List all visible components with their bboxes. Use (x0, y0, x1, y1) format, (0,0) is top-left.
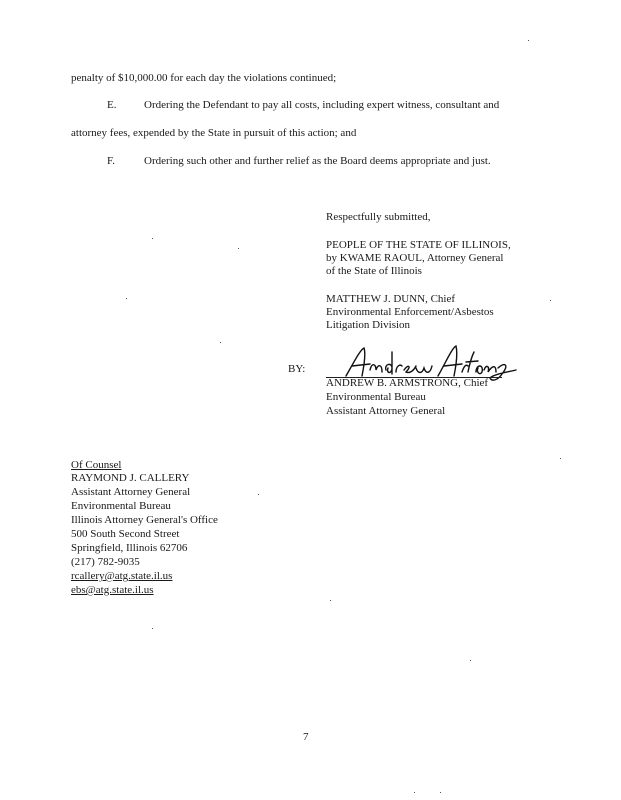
scan-speck (220, 342, 221, 343)
item-f-text: Ordering such other and further relief as the Board deems appropriate and just. (144, 155, 491, 167)
party-line: by KWAME RAOUL, Attorney General (326, 252, 504, 264)
page-number: 7 (303, 731, 309, 743)
item-f-label: F. (107, 155, 115, 167)
counsel-line: Springfield, Illinois 62706 (71, 542, 188, 554)
counsel-line: Environmental Bureau (71, 500, 171, 512)
item-e-text: Ordering the Defendant to pay all costs, including expert witness, consultant and (144, 99, 500, 111)
of-counsel-heading: Of Counsel (71, 459, 122, 471)
item-e-continuation: attorney fees, expended by the State in pursuit of this action; and (71, 127, 357, 139)
scan-speck (414, 792, 415, 793)
counsel-line: 500 South Second Street (71, 528, 180, 540)
scan-speck (528, 40, 529, 41)
counsel-line: RAYMOND J. CALLERY (71, 472, 190, 484)
scan-speck (258, 494, 259, 495)
signer-line: ANDREW B. ARMSTRONG, Chief (326, 377, 489, 389)
scan-speck (238, 248, 239, 249)
scan-speck (152, 238, 153, 239)
email-link[interactable]: rcallery@atg.state.il.us (71, 570, 173, 582)
chief-line: Litigation Division (326, 319, 411, 331)
counsel-line: Illinois Attorney General's Office (71, 514, 218, 526)
by-label: BY: (288, 363, 306, 375)
chief-line: MATTHEW J. DUNN, Chief (326, 293, 456, 305)
scan-speck (126, 298, 127, 299)
scan-speck (330, 600, 331, 601)
item-e-label: E. (107, 99, 117, 111)
chief-line: Environmental Enforcement/Asbestos (326, 306, 494, 318)
closing: Respectfully submitted, (326, 211, 431, 223)
counsel-line: Assistant Attorney General (71, 486, 191, 498)
scan-speck (560, 458, 561, 459)
scan-speck (152, 628, 153, 629)
scan-speck (550, 300, 551, 301)
party-line: of the State of Illinois (326, 265, 422, 277)
signer-line: Environmental Bureau (326, 391, 426, 403)
counsel-line: (217) 782-9035 (71, 556, 140, 568)
party-line: PEOPLE OF THE STATE OF ILLINOIS, (326, 239, 511, 251)
email-link[interactable]: ebs@atg.state.il.us (71, 584, 154, 596)
penalty-line: penalty of $10,000.00 for each day the violations continued; (71, 72, 337, 84)
scan-speck (470, 660, 471, 661)
signer-line: Assistant Attorney General (326, 405, 446, 417)
scan-speck (440, 792, 441, 793)
